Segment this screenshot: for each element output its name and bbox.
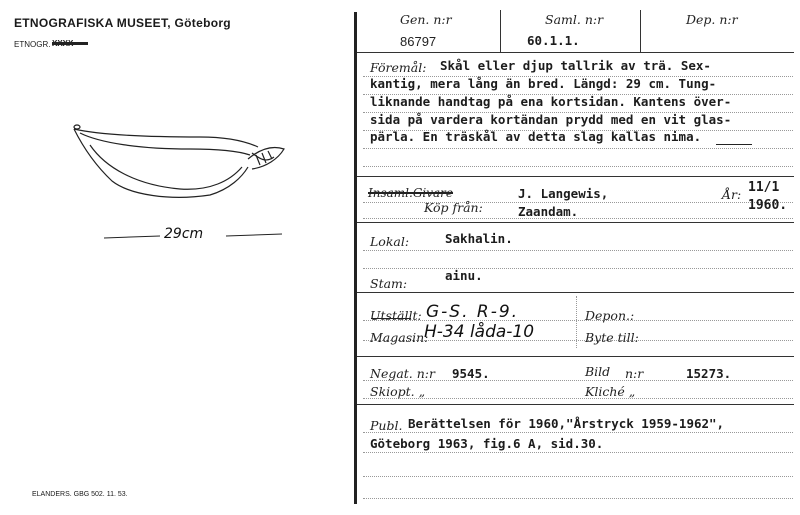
utstallt-label: Utställt: — [370, 308, 422, 323]
bild-value: 15273. — [686, 366, 732, 381]
saml-nr-value: 60.1.1. — [527, 33, 580, 48]
dotted-divider — [576, 296, 577, 348]
foremal-line-2: kantig, mera lång än bred. Längd: 29 cm. Tung- — [370, 76, 717, 91]
foremal-label: Föremål: — [370, 60, 427, 75]
stam-value: ainu. — [445, 268, 483, 283]
gen-nr-value: 86797 — [400, 34, 437, 49]
dotted-line — [363, 498, 793, 499]
dotted-line — [363, 398, 793, 399]
lokal-value: Sakhalin. — [445, 231, 513, 246]
seller-name: J. Langewis, — [518, 186, 609, 201]
printer-note: ELANDERS. GBG 502. 11. 53. — [32, 491, 128, 498]
bild-label: Bild — [585, 364, 611, 379]
seller-city: Zaandam. — [518, 204, 579, 219]
skiopt-label: Skiopt. „ — [370, 384, 426, 399]
dotted-line — [363, 452, 793, 453]
museum-title: ETNOGRAFISKA MUSEET, Göteborg — [14, 16, 231, 30]
row-rule — [357, 176, 794, 177]
etnogr-label: ETNOGR. — [14, 40, 51, 49]
publ-line-1: Berättelsen för 1960,"Årstryck 1959-1962", — [408, 416, 725, 431]
foremal-line-3: liknande handtag på ena kortsidan. Kantens över- — [370, 94, 732, 109]
col-divider — [640, 10, 641, 52]
row-rule — [357, 404, 794, 405]
negat-label: Negat. n:r — [370, 366, 435, 381]
etnogr-struck-value — [52, 39, 88, 48]
ar-year: 1960. — [748, 198, 788, 213]
magasin-value: H-34 låda-10 — [424, 322, 535, 342]
ar-label: År: — [722, 187, 742, 202]
publ-line-2: Göteborg 1963, fig.6 A, sid.30. — [370, 436, 604, 451]
gen-nr-label: Gen. n:r — [400, 12, 452, 27]
foremal-line-5: pärla. En träskål av detta slag kallas nima. — [370, 129, 702, 144]
dotted-line — [363, 250, 793, 251]
card-left-rule — [354, 12, 357, 504]
dotted-line — [363, 166, 793, 167]
kliche-label: Kliché „ — [585, 384, 636, 399]
dotted-line — [363, 148, 793, 149]
bild-nr-label: n:r — [625, 366, 644, 381]
dotted-line — [363, 268, 793, 269]
magasin-label: Magasin: — [370, 330, 429, 345]
negat-value: 9545. — [452, 366, 490, 381]
saml-nr-label: Saml. n:r — [545, 12, 604, 27]
row-rule — [357, 52, 794, 53]
dotted-line — [363, 476, 793, 477]
lokal-label: Lokal: — [370, 234, 410, 249]
byte-till-label: Byte till: — [585, 330, 639, 345]
row-rule — [357, 222, 794, 223]
ar-date: 11/1 — [748, 180, 780, 195]
nima-underline — [716, 144, 752, 145]
stam-label: Stam: — [370, 276, 408, 291]
col-divider — [500, 10, 501, 52]
foremal-line-4: sida på vardera kortändan prydd med en vit glas- — [370, 112, 732, 127]
utstallt-value: G-S. R-9. — [426, 302, 520, 322]
kop-fran-label: Köp från: — [424, 200, 483, 215]
row-rule — [357, 356, 794, 357]
dotted-line — [363, 432, 793, 433]
dep-nr-label: Dep. n:r — [686, 12, 738, 27]
utstallt-strike — [371, 318, 411, 319]
depon-label: Depon.: — [585, 308, 635, 323]
publ-label: Publ. — [370, 418, 403, 433]
foremal-line-1: Skål eller djup tallrik av trä. Sex- — [440, 58, 711, 73]
insamlare-struck: Insaml.Givare — [368, 186, 454, 200]
row-rule — [357, 292, 794, 293]
measure-label: 29cm — [164, 226, 204, 242]
